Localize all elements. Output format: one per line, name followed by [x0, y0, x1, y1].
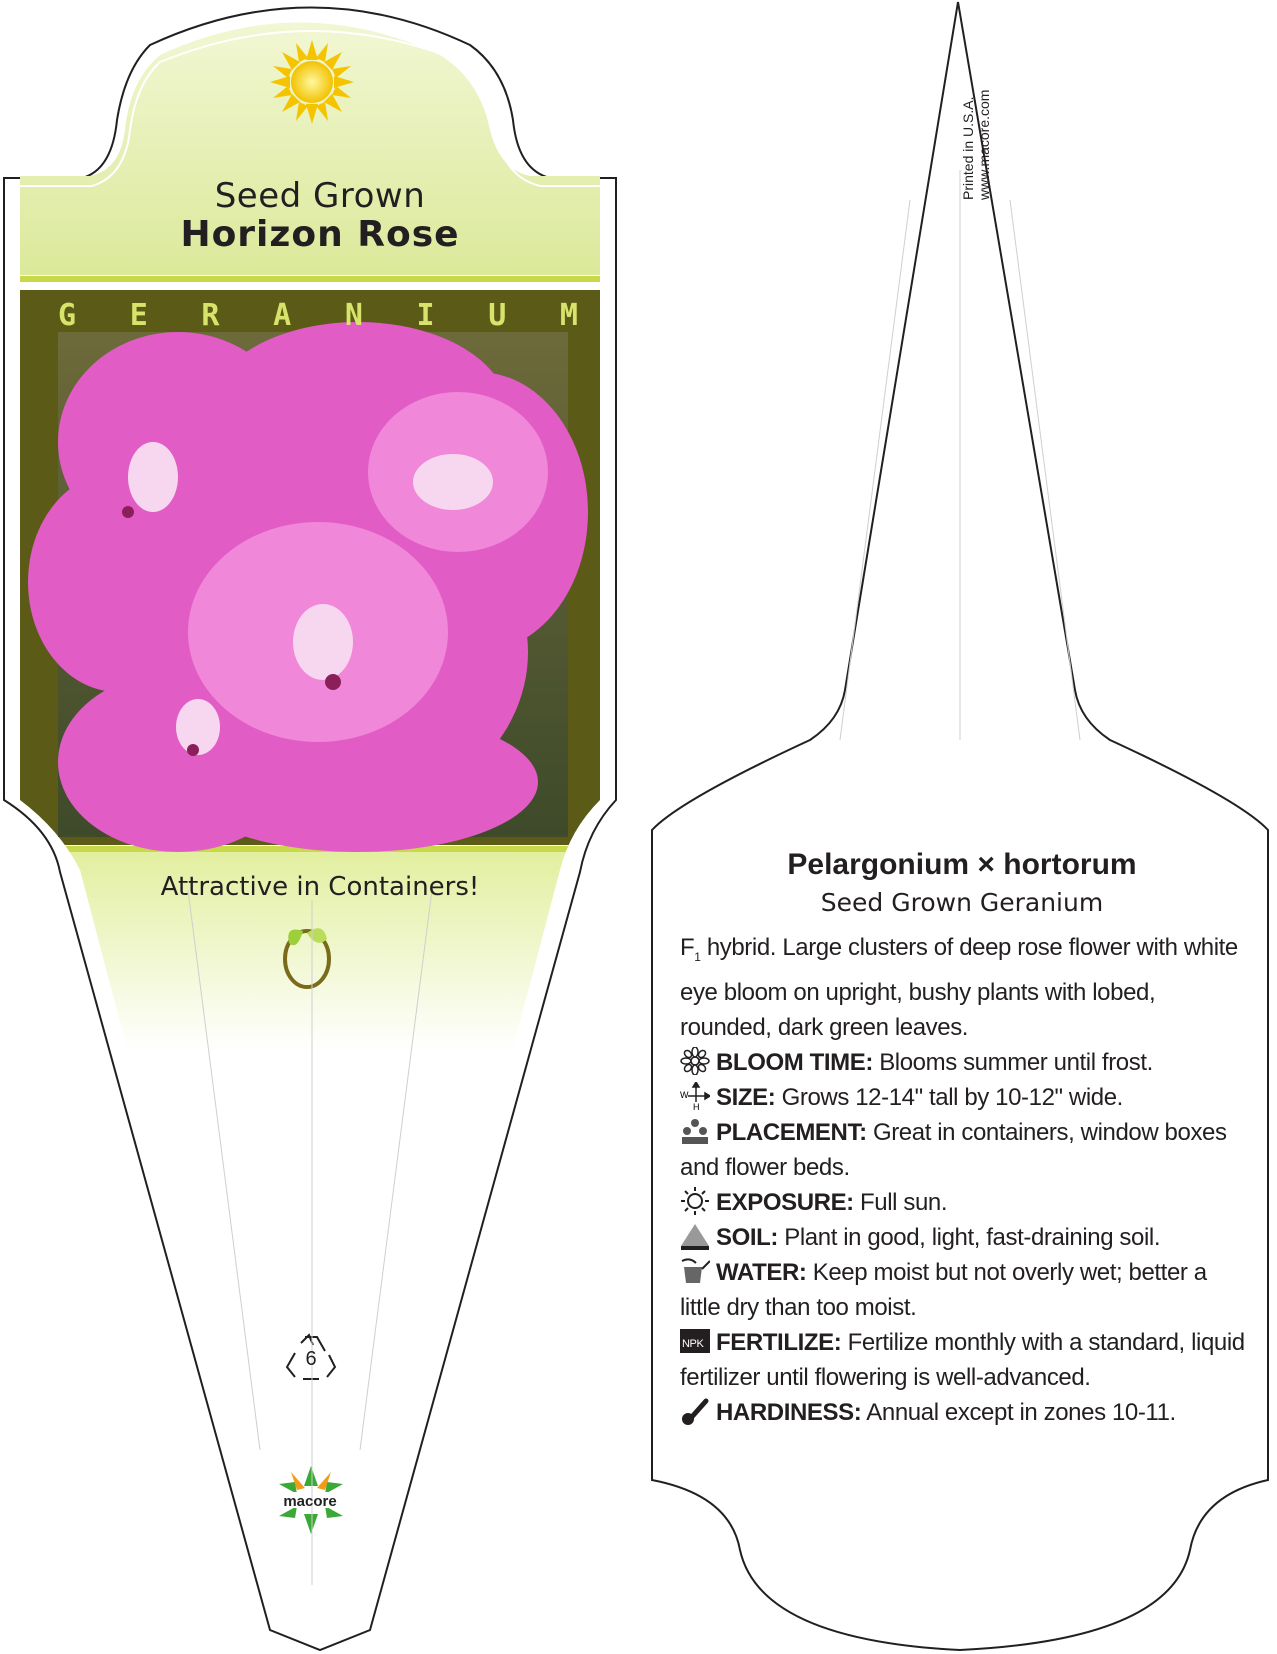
- placement-icon: [680, 1119, 716, 1146]
- size-icon: [680, 1084, 716, 1111]
- care-label: FERTILIZE:: [716, 1328, 842, 1356]
- sun-icon: [680, 1189, 716, 1216]
- npk-icon: [680, 1329, 716, 1356]
- care-text: Full sun.: [853, 1188, 948, 1216]
- plant-type-letter: U: [488, 298, 507, 333]
- care-item-bloom-time: [680, 1045, 1248, 1080]
- plant-type-letter: E: [129, 298, 148, 333]
- care-text: Annual except in zones 10-11.: [861, 1398, 1176, 1426]
- plant-type-label: [58, 298, 578, 333]
- svg-text:W: W: [680, 1089, 689, 1100]
- care-text: Plant in good, light, fast-draining soil.: [778, 1223, 1161, 1251]
- care-text: Fertilize monthly with a standard, liquid fertilizer until flowering is well-advanced.: [680, 1328, 1245, 1391]
- variety-name: Horizon Rose: [180, 214, 460, 255]
- printed-info: [960, 90, 992, 200]
- care-text: Grows 12-14" tall by 10-12" wide.: [775, 1083, 1123, 1111]
- botanical-name: Pelargonium × hortorum: [787, 848, 1137, 881]
- care-label: WATER:: [716, 1258, 807, 1286]
- recycle-code: 6: [305, 1348, 317, 1370]
- care-text: Blooms summer until frost.: [872, 1048, 1153, 1076]
- care-text: Keep moist but not overly wet; better a little dry than too moist.: [680, 1258, 1207, 1321]
- care-item-soil: [680, 1220, 1248, 1255]
- front-line1: Seed Grown: [214, 176, 426, 216]
- tagline: Attractive in Containers!: [160, 872, 480, 902]
- watering-can-icon: [680, 1259, 716, 1286]
- care-label: SOIL:: [716, 1223, 778, 1251]
- care-item-exposure: [680, 1185, 1248, 1220]
- plant-type-letter: A: [273, 298, 292, 333]
- care-label: SIZE:: [716, 1083, 776, 1111]
- care-text: Great in containers, window boxes and flower beds.: [680, 1118, 1227, 1181]
- care-label: BLOOM TIME:: [716, 1048, 873, 1076]
- svg-text:H: H: [693, 1101, 700, 1110]
- bloom-icon: [680, 1049, 716, 1076]
- plant-type-letter: R: [201, 298, 220, 333]
- care-label: EXPOSURE:: [716, 1188, 854, 1216]
- sun-icon: [270, 40, 354, 124]
- common-name: Seed Grown Geranium: [820, 888, 1104, 917]
- plant-type-letter: N: [344, 298, 363, 333]
- description: $F_1$ hybrid. Large clusters of deep rose flower with white eye bloom on upright, bushy plants with lobed, rounded, dark green leaves.: [680, 934, 1238, 1041]
- plant-type-letter: G: [58, 298, 77, 333]
- svg-text:NPK: NPK: [682, 1337, 704, 1350]
- soil-icon: [680, 1224, 716, 1251]
- care-item-water: [680, 1255, 1248, 1325]
- care-item-hardiness: [680, 1395, 1248, 1430]
- plant-type-letter: M: [559, 298, 578, 333]
- brand-name: macore: [283, 1493, 337, 1510]
- plant-type-letter: I: [416, 298, 435, 333]
- care-label: HARDINESS:: [716, 1398, 862, 1426]
- thermometer-icon: [680, 1399, 716, 1426]
- printed-in: Printed in U.S.A.: [960, 96, 976, 200]
- care-item-size: [680, 1080, 1248, 1115]
- care-label: PLACEMENT:: [716, 1118, 867, 1146]
- geranium-flower-photo: [28, 322, 588, 852]
- care-item-fertilize: [680, 1325, 1248, 1395]
- care-item-placement: [680, 1115, 1248, 1185]
- care-instructions: [680, 930, 1248, 1430]
- website: www.macore.com: [976, 89, 992, 200]
